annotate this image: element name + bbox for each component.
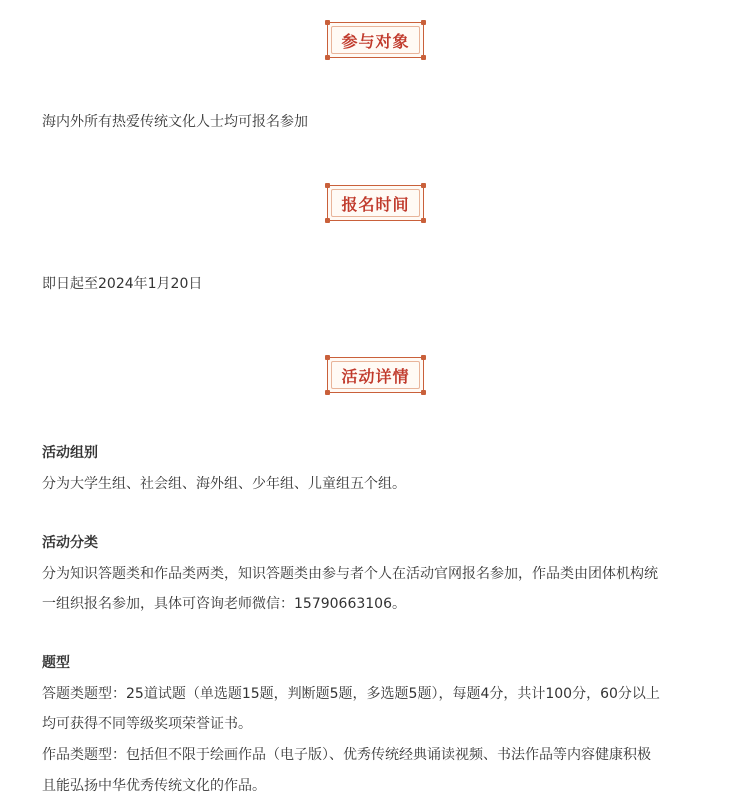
question-types-heading: 题型: [42, 655, 70, 671]
section-title-participants: 参与对象: [341, 31, 410, 51]
quiz-types-line1: 答题类题型：25道试题（单选题15题，判断题5题，多选题5题），每题4分，共计100分，60分以上: [42, 686, 660, 702]
categories-heading: 活动分类: [42, 535, 98, 551]
banner-corner-ornament: [325, 20, 330, 25]
banner-corner-ornament: [421, 20, 426, 25]
banner-corner-ornament: [421, 55, 426, 60]
banner-corner-ornament: [325, 183, 330, 188]
section-banner-participants: [327, 22, 424, 58]
banner-corner-ornament: [325, 55, 330, 60]
works-types-line2: 且能弘扬中华优秀传统文化的作品。: [42, 778, 266, 794]
section-banner-registration: [327, 185, 424, 221]
groups-heading: 活动组别: [42, 445, 98, 461]
quiz-types-line2: 均可获得不同等级奖项荣誉证书。: [42, 716, 252, 732]
banner-corner-ornament: [325, 355, 330, 360]
banner-corner-ornament: [421, 355, 426, 360]
categories-text-line1: 分为知识答题类和作品类两类，知识答题类由参与者个人在活动官网报名参加，作品类由团体机构统: [42, 566, 658, 582]
participants-text: 海内外所有热爱传统文化人士均可报名参加: [42, 114, 308, 130]
banner-corner-ornament: [421, 218, 426, 223]
banner-corner-ornament: [421, 390, 426, 395]
works-types-line1: 作品类题型：包括但不限于绘画作品（电子版）、优秀传统经典诵读视频、书法作品等内容健康积极: [42, 747, 651, 763]
registration-text: 即日起至2024年1月20日: [42, 276, 203, 292]
banner-corner-ornament: [325, 390, 330, 395]
section-title-registration: 报名时间: [341, 194, 410, 214]
banner-corner-ornament: [421, 183, 426, 188]
banner-corner-ornament: [325, 218, 330, 223]
groups-text: 分为大学生组、社会组、海外组、少年组、儿童组五个组。: [42, 476, 406, 492]
categories-text-line2: 一组织报名参加，具体可咨询老师微信：15790663106。: [42, 596, 406, 612]
section-banner-details: [327, 357, 424, 393]
section-title-details: 活动详情: [341, 366, 410, 386]
